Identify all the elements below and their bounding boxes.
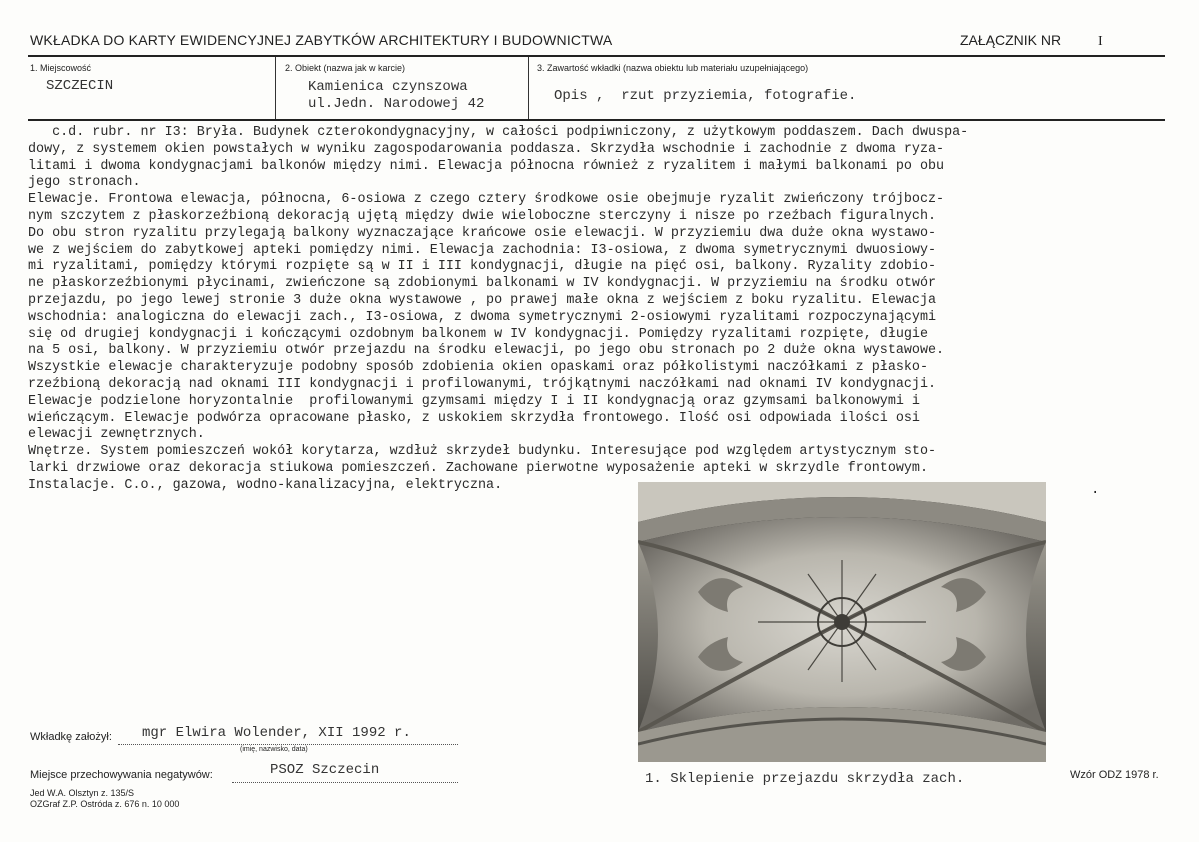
author-hint: (imię, nazwisko, data) [240,746,308,753]
author-value: mgr Elwira Wolender, XII 1992 r. [142,725,411,741]
author-label: Wkładkę założył: [30,731,112,743]
annex-label: ZAŁĄCZNIK NR [960,32,1062,48]
contents-label: 3. Zawartość wkładki (nazwa obiektu lub materiału uzupełniającego) [537,63,809,73]
contents-value: Opis , rzut przyziemia, fotografie. [554,88,857,104]
author-dotted-line [118,743,458,745]
text-line: na 5 osi, balkony. W przyziemiu otwór przejazdu na środku elewacji, po jego obu stronach po 2 duże okna wystawowe. [28,343,945,359]
text-line: larki drzwiowe oraz dekoracja stiukowa pomieszczeń. Zachowane pierwotne wyposażenie apteki w skrzydle frontowym. [28,460,928,476]
vault-photograph [638,482,1046,762]
storage-value: PSOZ Szczecin [270,762,380,778]
text-line: przejazdu, po jego lewej stronie 3 duże okna wystawowe , po prawej małe okna z wejściem z boku ryzalitu. Elewacja [28,292,937,308]
description-text [28,125,1178,495]
object-label: 2. Obiekt (nazwa jak w karcie) [285,63,406,73]
print-info-1: Jed W.A. Olsztyn z. 135/S [30,788,135,798]
object-line-1: Kamienica czynszowa [308,79,468,95]
column-divider [528,57,529,119]
text-line: Elewacje podzielone horyzontalnie profilowanymi gzymsami między I i II kondygnacją oraz gzymsami balkonowymi i [28,393,920,409]
form-title: WKŁADKA DO KARTY EWIDENCYJNEJ ZABYTKÓW ARCHITEKTURY I BUDOWNICTWA [30,32,613,48]
place-label: 1. Miejscowość [30,63,92,73]
header-rule [28,55,1165,57]
text-line: Do obu stron ryzalitu przylegają balkony wyznaczające krańcowe osie elewacji. W przyziemiu dwa duże okna wystawo- [28,225,937,241]
storage-dotted-line [232,781,458,783]
print-info-2: OZGraf Z.P. Ostróda z. 676 n. 10 000 [30,799,180,809]
text-line: nym szczytem z płaskorzeźbioną dekoracją ujętą między dwie wieloboczne sterczyny i nisze po rzeźbach figuralnych. [28,208,937,224]
text-line: Wszystkie elewacje charakteryzuje podobny sposób zdobienia okien opaskami oraz półkolistymi naczółkami z płasko- [28,360,928,376]
text-line: dowy, z systemem okien powstałych w wyniku zagospodarowania poddasza. Skrzydła wschodnie i zachodnie z dwoma ryza- [28,141,945,157]
photo-caption: 1. Sklepienie przejazdu skrzydła zach. [645,771,965,787]
text-line: mi ryzalitami, pomiędzy którymi rozpięte są w II i III kondygnacji, długie na pięć osi, balkony. Ryzality zdobio- [28,259,937,275]
object-line-2: ul.Jedn. Narodowej 42 [308,96,485,112]
text-line: we z wejściem do zabytkowej apteki pomiędzy nimi. Elewacja zachodnia: I3-osiowa, z dwoma symetrycznymi dwuosiowy- [28,242,937,258]
annex-number: I [1098,34,1103,49]
column-divider [275,57,276,119]
storage-label: Miejsce przechowywania negatywów: [30,769,213,781]
text-line: c.d. rubr. nr I3: Bryła. Budynek czterokondygnacyjny, w całości podpiwniczony, z użytkowym poddaszem. Dach dwuspa- [28,125,969,140]
text-line: Elewacje. Frontowa elewacja, północna, 6-osiowa z czego cztery środkowe osie obejmuje ryzalit zwieńczony trójbocz- [28,192,945,208]
text-line: ne płaskorzeźbionymi płycinami, zwieńczone są zdobionymi balkonami w IV kondygnacji. W przyziemiu na środku otwór [28,276,937,292]
text-line: jego stronach. [28,175,141,191]
vault-ornament-image [638,482,1046,762]
text-line: wschodnia: analogiczna do elewacji zach., I3-osiowa, z dwoma symetrycznymi 2-osiowymi ryzalitami rozpoczynającymi [28,309,937,325]
text-line: elewacji zewnętrznych. [28,427,205,443]
text-line: wieńczącym. Elewacje podwórza opracowane płasko, z uskokiem skrzydła frontowego. Ilość osi odpowiada ilości osi [28,410,920,426]
form-model: Wzór ODZ 1978 r. [1070,769,1159,781]
text-line: litami i dwoma kondygnacjami balkonów między nimi. Elewacja północna również z ryzalitem i małymi balkonami po obu [28,158,945,174]
margin-mark: · [1091,485,1100,501]
text-line: rzeźbioną dekoracją nad oknami III kondygnacji i profilowanymi, trójkątnymi naczółkami nad oknami IV kondygnacji. [28,376,937,392]
place-value: SZCZECIN [46,78,114,94]
text-line: Instalacje. C.o., gazowa, wodno-kanalizacyjna, elektryczna. [28,477,503,493]
text-line: się od drugiej kondygnacji i kończącymi ozdobnym balkonem w IV kondygnacji. Pomiędzy ryzalitami rozpięte, długie [28,326,928,342]
text-line: Wnętrze. System pomieszczeń wokół korytarza, wzdłuż skrzydeł budynku. Interesujące pod względem artystycznym sto- [28,444,937,460]
fields-rule [28,119,1165,121]
